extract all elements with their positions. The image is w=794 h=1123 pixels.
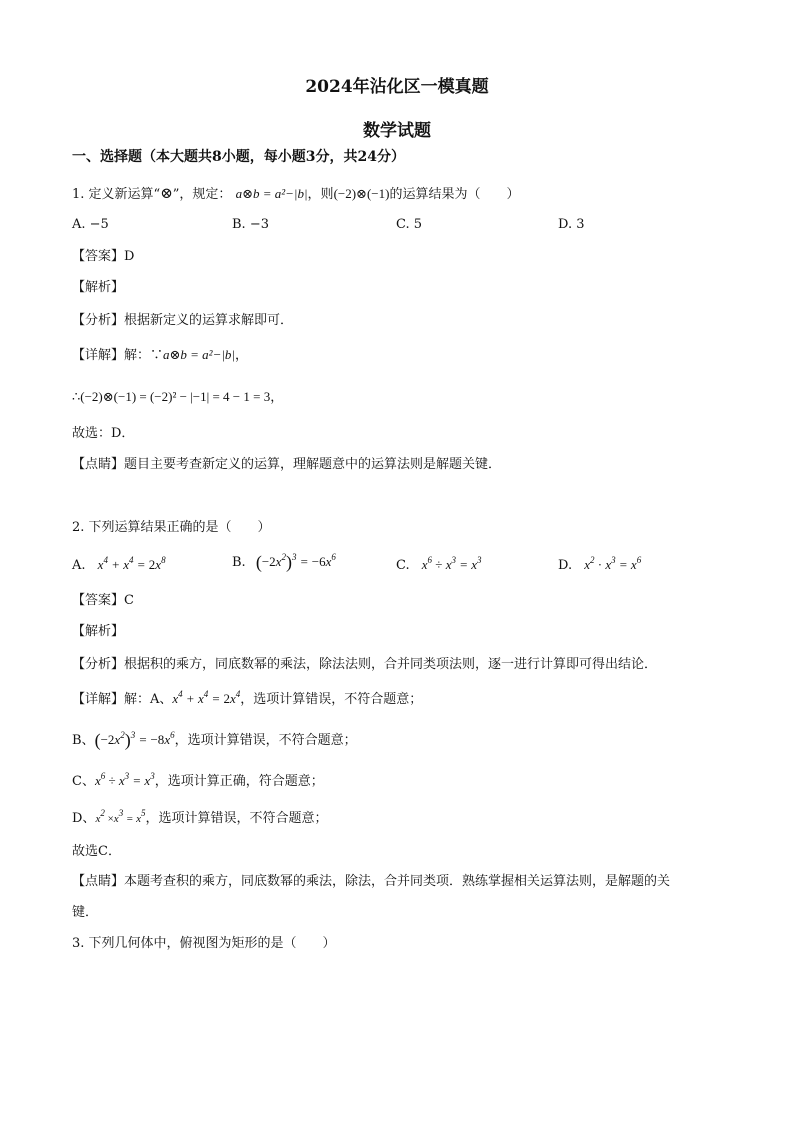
q2-detail-c-prefix: C、	[72, 774, 95, 789]
q2-detail-a-suffix: ，选项计算错误，不符合题意；	[240, 692, 423, 707]
q1-calc-expression: ∴(−2)⊗(−1) = (−2)² − |−1| = 4 − 1 = 3	[72, 389, 271, 404]
q1-stem	[72, 184, 519, 204]
q1-answer: 【答案】D	[72, 249, 135, 264]
q1-dianjing: 【点睛】题目主要考查新定义的运算，理解题意中的运算法则是解题关键．	[72, 457, 502, 472]
q2-choose: 故选C．	[72, 844, 121, 859]
q2-detail-d-suffix: ，选项计算错误，不符合题意；	[145, 811, 328, 826]
q3-stem: 3. 下列几何体中，俯视图为矩形的是（ ）	[72, 936, 336, 951]
q2-option-d-label: D.	[558, 558, 573, 573]
q2-fenxi: 【分析】根据积的乘方，同底数幂的乘法，除法法则，合并同类项法则，逐一进行计算即可得出结论．	[72, 657, 658, 672]
q2-detail-b-suffix: ，选项计算错误，不符合题意；	[174, 733, 357, 748]
q2-option-a-label: A.	[72, 558, 86, 573]
q2-dianjing-line2: 键．	[72, 905, 99, 920]
q1-option-a: A. −5	[72, 217, 109, 232]
q1-calc-suffix: ，	[270, 390, 284, 405]
q2-answer: 【答案】C	[72, 593, 134, 608]
q2-stem: 2. 下列运算结果正确的是（ ）	[72, 520, 271, 535]
q1-option-d: D. 3	[558, 217, 585, 232]
q1-expression: (−2)⊗(−1)	[333, 186, 390, 201]
q1-stem-text-a: 1. 定义新运算“	[72, 187, 161, 202]
q1-stem-text-b: ”，规定：	[172, 187, 232, 202]
document-title: 2024年沾化区一模真题	[305, 77, 489, 97]
q1-xiangjie-rule: a⊗b = a²−|b|	[163, 347, 235, 362]
q1-xiangjie	[72, 346, 248, 365]
q1-fenxi: 【分析】根据新定义的运算求解即可．	[72, 313, 294, 328]
q2-option-a: A. $x^4 + x^4 = 2x^8$	[72, 555, 166, 573]
q2-detail-d: D、$x^2 \times x^3 = x^5$，选项计算错误，不符合题意；	[72, 808, 328, 826]
q2-detail-a-prefix: 【详解】解：A、	[72, 692, 173, 707]
q1-xiangjie-prefix: 【详解】解：∵	[72, 348, 164, 363]
q1-calculation	[72, 388, 283, 407]
q1-operator-symbol: ⊗	[160, 184, 173, 202]
document-subtitle: 数学试题	[363, 121, 431, 141]
q2-option-b: B. $(-2x^2)^3 = -6x^6$	[232, 552, 336, 572]
q1-option-b: B. −3	[232, 217, 269, 232]
q2-analysis-label: 【解析】	[72, 624, 125, 639]
q2-detail-c-suffix: ，选项计算正确，符合题意；	[154, 774, 324, 789]
section-heading: 一、选择题（本大题共8小题，每小题3分，共24分）	[72, 149, 405, 165]
q2-detail-d-prefix: D、	[72, 811, 96, 826]
q1-option-c: C. 5	[396, 217, 423, 232]
q1-analysis-label: 【解析】	[72, 280, 125, 295]
q2-option-d: D. $x^2 \cdot x^3 = x^6$	[558, 555, 642, 573]
q1-stem-text-d: 的运算结果为（ ）	[389, 187, 520, 202]
q2-detail-b: B、$(-2x^2)^3 = -8x^6$，选项计算错误，不符合题意；	[72, 730, 357, 750]
q1-choose: 故选：D．	[72, 426, 135, 441]
q2-detail-b-prefix: B、	[72, 733, 95, 748]
q2-detail-a: 【详解】解：A、$x^4 + x^4 = 2x^4$，选项计算错误，不符合题意；	[72, 689, 423, 707]
q1-stem-text-c: ，则	[307, 187, 334, 202]
q1-xiangjie-suffix: ，	[235, 348, 249, 363]
q1-rule: a⊗b = a²−|b|	[235, 186, 308, 201]
q2-detail-c: C、$x^6 \div x^3 = x^3$，选项计算正确，符合题意；	[72, 771, 324, 789]
q2-option-c: C. $x^6 \div x^3 = x^3$	[396, 555, 482, 573]
q2-option-b-label: B.	[232, 555, 246, 570]
q2-option-c-label: C.	[396, 558, 410, 573]
q2-dianjing-line1: 【点睛】本题考查积的乘方，同底数幂的乘法，除法，合并同类项．熟练掌握相关运算法则，是解题的关	[72, 874, 671, 889]
